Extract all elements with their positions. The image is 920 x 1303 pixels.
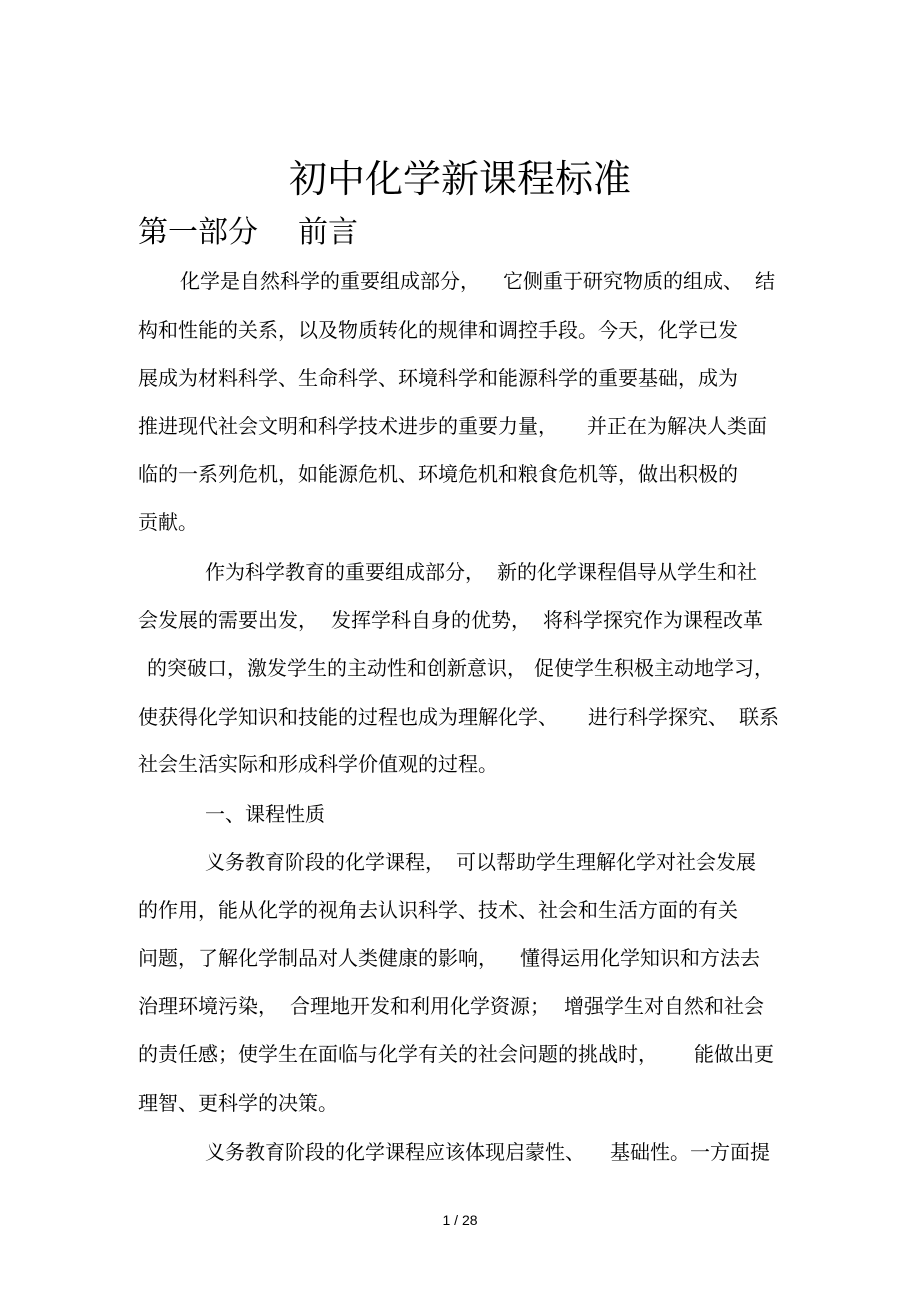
text-segment: 义务教育阶段的化学课程， — [205, 850, 445, 874]
text-segment: 的突破口，激发学生的主动性和创新意识， — [147, 656, 527, 680]
section-heading — [138, 208, 358, 258]
text-segment: 化学是自然科学的重要组成部分， — [180, 269, 480, 293]
text-segment: 展成为材料科学、生命科学、环境科学和能源科学的重要基础，成为 — [138, 366, 738, 390]
section-name: 前言 — [298, 215, 358, 250]
text-segment: 发挥学科自身的优势， — [331, 608, 531, 632]
text-segment: 增强学生对自然和社会 — [564, 994, 764, 1018]
text-segment: 一、课程性质 — [205, 802, 325, 826]
text-segment: 联系 — [739, 705, 779, 729]
text-segment: 义务教育阶段的化学课程应该体现启蒙性、 — [205, 1140, 585, 1164]
text-segment: 问题，了解化学制品对人类健康的影响， — [138, 946, 498, 970]
text-segment: 合理地开发和利用化学资源； — [290, 994, 550, 1018]
text-segment: 能做出更 — [694, 1042, 774, 1066]
text-segment: 可以帮助学生理解化学对社会发展 — [456, 850, 756, 874]
text-segment: 使获得化学知识和技能的过程也成为理解化学、 — [138, 705, 558, 729]
text-segment: 会发展的需要出发， — [138, 608, 318, 632]
text-segment: 贡献。 — [138, 510, 198, 534]
text-segment: 进行科学探究、 — [588, 705, 728, 729]
text-segment: 的作用，能从化学的视角去认识科学、技术、社会和生活方面的有关 — [138, 898, 738, 922]
text-segment: 作为科学教育的重要组成部分， — [205, 560, 485, 584]
document-title: 初中化学新课程标准 — [288, 157, 631, 202]
text-segment: 促使学生积极主动地学习， — [534, 656, 774, 680]
text-segment: 推进现代社会文明和科学技术进步的重要力量， — [138, 414, 558, 438]
text-segment: 理智、更科学的决策。 — [138, 1091, 338, 1115]
text-segment: 构和性能的关系，以及物质转化的规律和调控手段。今天，化学已发 — [138, 318, 738, 342]
text-segment: 基础性。一方面提 — [610, 1140, 770, 1164]
text-segment: 治理环境污染， — [138, 994, 278, 1018]
text-segment: 将科学探究作为课程改革 — [543, 608, 763, 632]
page-number: 1 / 28 — [442, 1212, 478, 1228]
text-segment: 并正在为解决人类面 — [587, 414, 767, 438]
text-segment: 的责任感；使学生在面临与化学有关的社会问题的挑战时， — [138, 1042, 658, 1066]
section-part: 第一部分 — [138, 215, 258, 250]
text-segment: 它侧重于研究物质的组成、 — [503, 269, 743, 293]
text-segment: 临的一系列危机，如能源危机、环境危机和粮食危机等，做出积极的 — [138, 462, 738, 486]
text-segment: 懂得运用化学知识和方法去 — [520, 946, 760, 970]
text-segment: 结 — [755, 269, 775, 293]
text-segment: 社会生活实际和形成科学价值观的过程。 — [138, 752, 498, 776]
text-segment: 新的化学课程倡导从学生和社 — [497, 560, 757, 584]
